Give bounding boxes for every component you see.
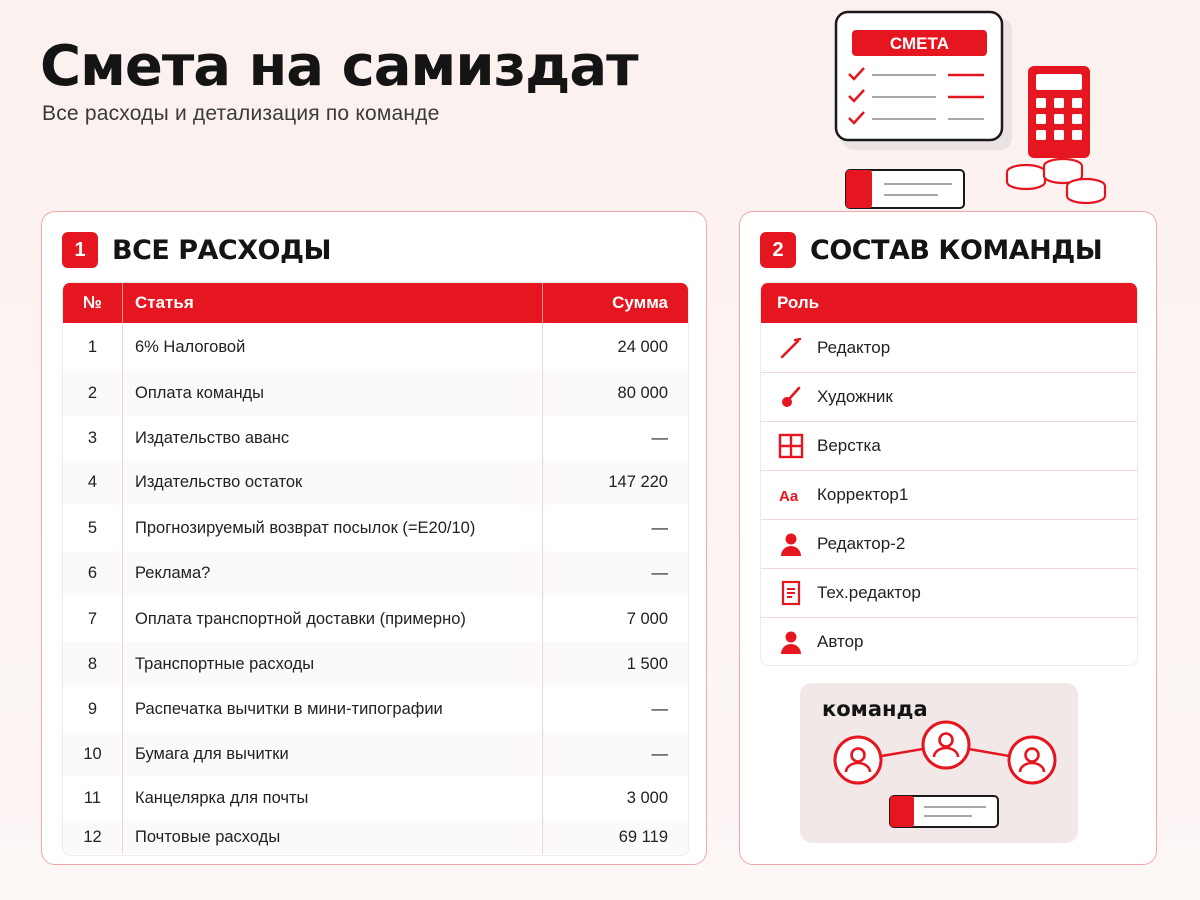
- row-sum: 3 000: [626, 788, 668, 807]
- row-sum: —: [651, 700, 668, 718]
- expenses-table: [62, 282, 689, 856]
- document-icon: [777, 579, 805, 607]
- row-number: 12: [63, 820, 123, 854]
- row-sum: 80 000: [617, 384, 668, 402]
- pen-icon: [777, 334, 805, 362]
- person-icon: [777, 628, 805, 656]
- row-item: Оплата транспортной доставки (примерно): [123, 596, 543, 642]
- page-title: Смета на самиздат: [40, 34, 638, 99]
- team-card: [739, 211, 1157, 865]
- role-item: [761, 372, 1137, 421]
- row-number: 8: [63, 642, 123, 687]
- table-row: [63, 687, 688, 732]
- label-card-icon: [846, 170, 964, 208]
- person-circle-icon: [923, 722, 969, 768]
- row-item: Канцелярка для почты: [123, 776, 543, 820]
- roles-list: [760, 282, 1138, 666]
- row-sum: 1 500: [626, 655, 668, 673]
- row-item: Бумага для вычитки: [123, 732, 543, 776]
- table-row: [63, 460, 688, 505]
- svg-text:Aa: Aa: [779, 488, 799, 505]
- table-row: [63, 642, 688, 687]
- row-item: Распечатка вычитки в мини-типографии: [123, 687, 543, 732]
- estimate-doc-label: СМЕТА: [889, 34, 950, 53]
- row-number: 11: [63, 776, 123, 820]
- row-number: 3: [63, 416, 123, 460]
- row-item: Издательство аванс: [123, 416, 543, 460]
- person-icon: [777, 530, 805, 558]
- table-row: [63, 505, 688, 551]
- row-sum: —: [651, 564, 668, 582]
- expenses-title: ВСЕ РАСХОДЫ: [112, 234, 332, 266]
- column-header-number: №: [63, 283, 123, 323]
- person-circle-icon: [835, 737, 881, 783]
- calculator-icon: [1028, 66, 1090, 158]
- table-row: [63, 776, 688, 820]
- table-body: [63, 323, 688, 854]
- row-sum: —: [651, 428, 668, 447]
- team-title: СОСТАВ КОМАНДЫ: [810, 234, 1103, 266]
- brush-icon: [777, 383, 805, 411]
- role-label: Корректор1: [817, 485, 909, 504]
- row-sum: —: [651, 518, 668, 537]
- column-header-sum: Сумма: [612, 293, 668, 312]
- row-item: Издательство остаток: [123, 460, 543, 505]
- row-sum: 69 119: [618, 827, 668, 846]
- label-card-icon: [890, 796, 998, 827]
- person-circle-icon: [1009, 737, 1055, 783]
- table-row: [63, 416, 688, 460]
- page-subtitle: Все расходы и детализация по команде: [42, 102, 440, 125]
- expenses-card-header: [62, 232, 331, 268]
- role-label: Редактор-2: [817, 534, 906, 553]
- role-item: [761, 470, 1137, 519]
- team-illustration-label: команда: [822, 697, 928, 721]
- row-item: Реклама?: [123, 551, 543, 596]
- estimate-illustration: [830, 8, 1130, 218]
- coins-icon: [1007, 159, 1105, 203]
- row-number: 9: [63, 687, 123, 732]
- table-row: [63, 596, 688, 642]
- role-item: [761, 323, 1137, 372]
- team-card-header: [760, 232, 1102, 268]
- team-illustration: [800, 683, 1078, 843]
- row-item: Транспортные расходы: [123, 642, 543, 687]
- row-number: 2: [63, 371, 123, 416]
- table-row: [63, 820, 688, 854]
- row-number: 4: [63, 460, 123, 505]
- role-label: Тех.редактор: [817, 583, 921, 602]
- table-row: [63, 732, 688, 776]
- roles-body: [761, 323, 1137, 666]
- table-row: [63, 551, 688, 596]
- roles-column-header: Роль: [761, 283, 1137, 323]
- table-header: [63, 283, 688, 323]
- section-number-badge: 2: [760, 232, 796, 268]
- row-number: 7: [63, 596, 123, 642]
- role-label: Верстка: [817, 436, 881, 455]
- row-sum: 147 220: [608, 473, 668, 491]
- row-sum: 24 000: [617, 337, 668, 356]
- table-row: [63, 323, 688, 371]
- role-label: Художник: [817, 387, 893, 406]
- row-sum: —: [651, 744, 668, 763]
- expenses-card: [41, 211, 707, 865]
- row-number: 5: [63, 505, 123, 551]
- column-header-item: Статья: [123, 283, 543, 323]
- row-sum: 7 000: [626, 609, 668, 628]
- row-number: 10: [63, 732, 123, 776]
- role-item: [761, 421, 1137, 470]
- role-item: [761, 617, 1137, 666]
- role-item: [761, 519, 1137, 568]
- row-number: 6: [63, 551, 123, 596]
- role-label: Редактор: [817, 337, 891, 357]
- row-item: Прогнозируемый возврат посылок (=E20/10): [123, 505, 543, 551]
- role-item: [761, 568, 1137, 617]
- row-item: Оплата команды: [123, 371, 543, 416]
- table-row: [63, 371, 688, 416]
- layout-grid-icon: [777, 432, 805, 460]
- row-number: 1: [63, 323, 123, 371]
- row-item: 6% Налоговой: [123, 323, 543, 371]
- role-label: Автор: [817, 632, 864, 651]
- text-aa-icon: [777, 481, 805, 509]
- row-item: Почтовые расходы: [123, 820, 543, 854]
- section-number-badge: 1: [62, 232, 98, 268]
